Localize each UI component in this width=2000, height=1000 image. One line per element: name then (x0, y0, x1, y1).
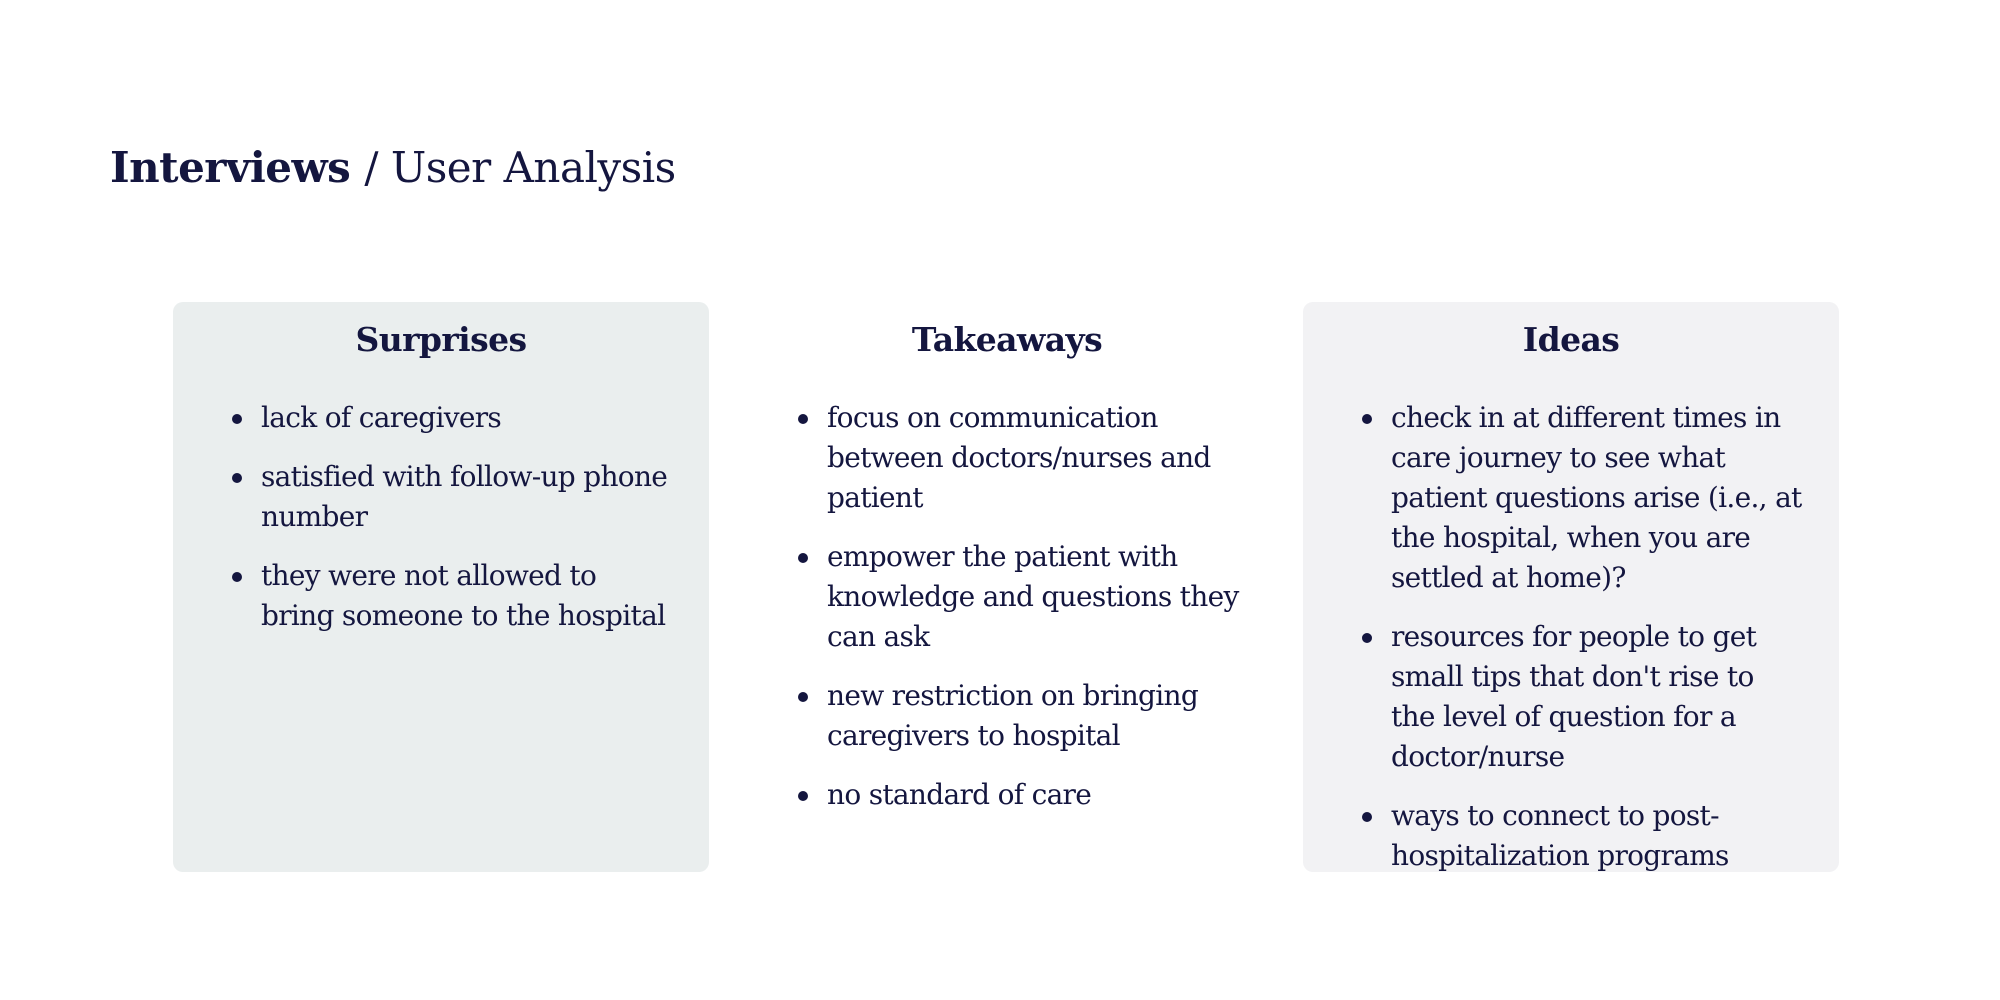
ideas-list (1391, 398, 1803, 895)
list-item: no standard of care (827, 775, 1239, 815)
surprises-title: Surprises (355, 320, 527, 359)
surprises-list (261, 398, 673, 655)
takeaways-card (739, 302, 1275, 872)
surprises-card (173, 302, 709, 872)
list-item: they were not allowed to bring someone to the hospital (261, 556, 673, 636)
page-subtitle: / User Analysis (364, 143, 676, 192)
takeaways-title: Takeaways (911, 320, 1103, 359)
list-item: empower the patient with knowledge and questions they can ask (827, 537, 1239, 657)
list-item: satisfied with follow-up phone number (261, 457, 673, 537)
list-item: new restriction on bringing caregivers to hospital (827, 676, 1239, 756)
list-item: ways to connect to post-hospitalization programs (1391, 796, 1803, 876)
ideas-title: Ideas (1522, 320, 1620, 359)
page-title: Interviews (110, 143, 351, 192)
list-item: focus on communication between doctors/nurses and patient (827, 398, 1239, 518)
ideas-card (1303, 302, 1839, 872)
takeaways-list (827, 398, 1239, 834)
page-heading (110, 138, 676, 198)
list-item: resources for people to get small tips that don't rise to the level of question for a doctor/nurse (1391, 617, 1803, 777)
list-item: check in at different times in care journey to see what patient questions arise (i.e., at the hospital, when you are settled at home)? (1391, 398, 1803, 598)
list-item: lack of caregivers (261, 398, 673, 438)
